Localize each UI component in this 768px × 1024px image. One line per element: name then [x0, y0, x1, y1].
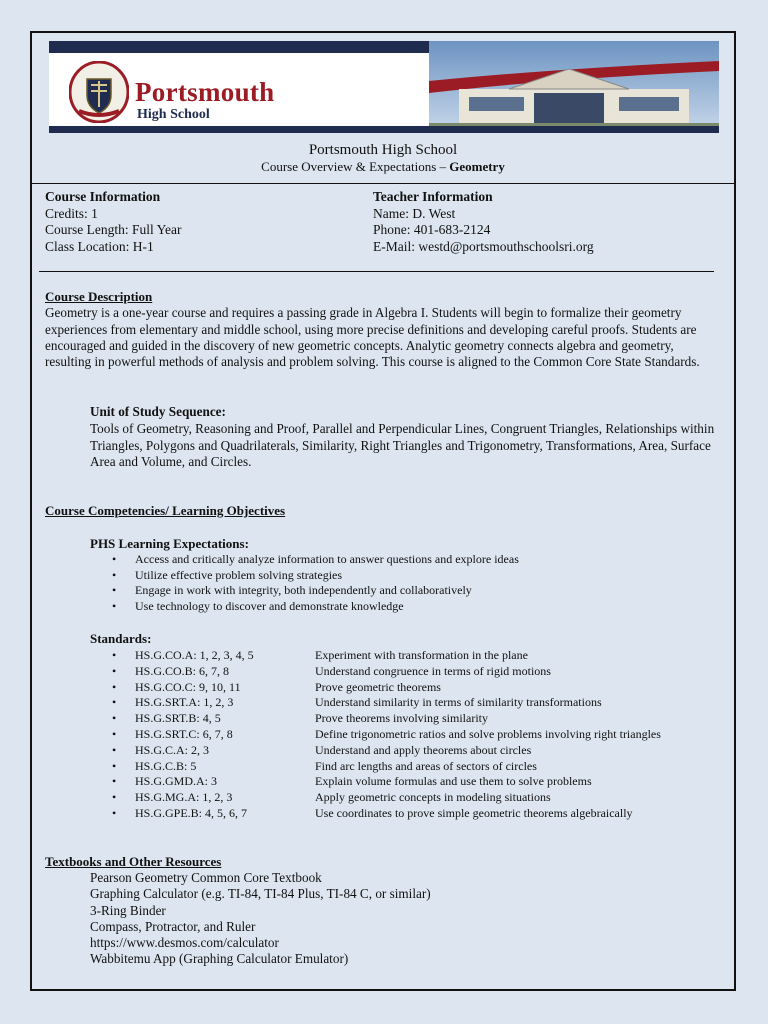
- document-header: [32, 141, 734, 175]
- standard-desc: Experiment with transformation in the plane: [315, 648, 528, 662]
- standard-code: • HS.G.CO.C: 9, 10, 11: [135, 679, 241, 694]
- subtitle-prefix: Course Overview & Expectations –: [261, 159, 450, 174]
- course-credits: Credits: 1: [45, 205, 98, 221]
- teacher-info-heading: Teacher Information: [373, 189, 493, 204]
- standard-row: [90, 774, 592, 790]
- standard-row: [90, 790, 551, 806]
- phs-expectations: [90, 536, 519, 614]
- standard-code: • HS.G.GPE.B: 4, 5, 6, 7: [135, 805, 248, 820]
- textbooks-heading: Textbooks and Other Resources: [45, 854, 222, 869]
- page-title: Portsmouth High School: [308, 142, 458, 158]
- desmos-link: https://www.desmos.com/calculator: [90, 935, 279, 951]
- standard-code: • HS.G.CO.A: 1, 2, 3, 4, 5: [135, 648, 254, 662]
- phs-heading: PHS Learning Expectations:: [90, 536, 249, 551]
- standard-code: • HS.G.C.A: 2, 3: [135, 742, 210, 757]
- standard-desc: Find arc lengths and areas of sectors of circles: [315, 758, 537, 773]
- standards: [90, 631, 661, 822]
- standard-code: • HS.G.SRT.C: 6, 7, 8: [135, 726, 233, 741]
- course-description-text: Geometry is a one-year course and requires a passing grade in Algebra I. Students will begin to formalize their geometry experiences from elementary and middle school, using more precise definitions and developing careful proofs. Students are encouraged and guided in the discovery of new geometric concepts. Analytic geometry connects algebra and geometry, resulting in powerful methods of analysis and problem solving. This course is aligned to the Common Core State Standards.: [45, 305, 700, 370]
- standard-desc: Understand congruence in terms of rigid motions: [315, 663, 551, 678]
- document-page: [30, 31, 736, 991]
- standard-desc: Understand similarity in terms of similarity transformations: [315, 695, 602, 710]
- course-description-heading: Course Description: [45, 289, 153, 304]
- list-item: Compass, Protractor, and Ruler: [90, 918, 256, 934]
- standard-code: • HS.G.GMD.A: 3: [135, 774, 218, 789]
- standard-row: [90, 758, 537, 775]
- divider-top: [32, 183, 734, 184]
- school-banner: [49, 41, 719, 133]
- school-crest-icon: [69, 61, 129, 123]
- phs-list: [90, 552, 519, 614]
- standard-row: [90, 726, 661, 743]
- textbooks-resources: [45, 854, 431, 968]
- class-location: Class Location: H-1: [45, 238, 154, 254]
- banner-school-subtitle: High School: [137, 107, 210, 122]
- banner-bottom-bar: [49, 126, 719, 133]
- school-building-photo: [429, 41, 719, 133]
- standard-desc: Prove geometric theorems: [315, 679, 441, 694]
- unit-of-study: [90, 404, 715, 471]
- standard-desc: Define trigonometric ratios and solve problems involving right triangles: [315, 726, 661, 741]
- list-item: • Utilize effective problem solving strategies: [90, 568, 519, 584]
- page-subtitle: [32, 159, 734, 175]
- standard-row: [90, 679, 441, 696]
- list-item: • Engage in work with integrity, both independently and collaboratively: [90, 583, 519, 599]
- standard-desc: Prove theorems involving similarity: [315, 711, 488, 726]
- course-info-heading: Course Information: [45, 189, 161, 204]
- unit-heading: Unit of Study Sequence:: [90, 404, 226, 419]
- standard-row: [90, 663, 551, 680]
- unit-text: Tools of Geometry, Reasoning and Proof, Parallel and Perpendicular Lines, Congruent Triangles, Relationships within Triangles, Polygons and Quadrilaterals, Similarity, Right Triangles and Trigonometry, Transformations, Area, Surface Area and Volume, and Circles.: [90, 420, 715, 470]
- list-item: • Use technology to discover and demonstrate knowledge: [90, 599, 519, 615]
- list-item: 3-Ring Binder: [90, 902, 166, 918]
- teacher-info: [373, 189, 594, 255]
- list-item: Pearson Geometry Common Core Textbook: [90, 870, 322, 885]
- subtitle-course: Geometry: [449, 159, 505, 174]
- standard-code: • HS.G.MG.A: 1, 2, 3: [135, 790, 233, 805]
- course-length: Course Length: Full Year: [45, 222, 182, 237]
- teacher-phone: Phone: 401-683-2124: [373, 222, 491, 237]
- standard-code: • HS.G.C.B: 5: [135, 758, 197, 773]
- teacher-name: Name: D. West: [373, 205, 456, 221]
- standard-row: [90, 742, 532, 759]
- standard-desc: Understand and apply theorems about circles: [315, 742, 532, 757]
- teacher-email: E-Mail: westd@portsmouthschoolsri.org: [373, 238, 594, 254]
- list-item: • Access and critically analyze information to answer questions and explore ideas: [90, 552, 519, 568]
- divider-info: [39, 271, 714, 272]
- competencies-heading: Course Competencies/ Learning Objectives: [45, 503, 286, 518]
- course-info: [45, 189, 182, 255]
- textbooks-list: [45, 870, 431, 968]
- standard-row: [90, 695, 602, 711]
- standard-code: • HS.G.SRT.B: 4, 5: [135, 711, 221, 726]
- standard-code: • HS.G.SRT.A: 1, 2, 3: [135, 695, 234, 710]
- standards-heading: Standards:: [90, 631, 152, 646]
- list-item: Graphing Calculator (e.g. TI-84, TI-84 Plus, TI-84 C, or similar): [90, 886, 431, 902]
- standard-desc: Use coordinates to prove simple geometric theorems algebraically: [315, 805, 633, 820]
- standard-row: [90, 711, 488, 727]
- standard-row: [90, 648, 528, 664]
- course-description: [45, 289, 715, 370]
- standard-row: [90, 805, 633, 822]
- standard-code: • HS.G.CO.B: 6, 7, 8: [135, 663, 230, 678]
- standard-desc: Apply geometric concepts in modeling situations: [315, 790, 551, 805]
- standard-desc: Explain volume formulas and use them to solve problems: [315, 774, 592, 789]
- list-item: Wabbitemu App (Graphing Calculator Emulator): [90, 951, 349, 967]
- banner-school-name: Portsmouth: [135, 77, 275, 107]
